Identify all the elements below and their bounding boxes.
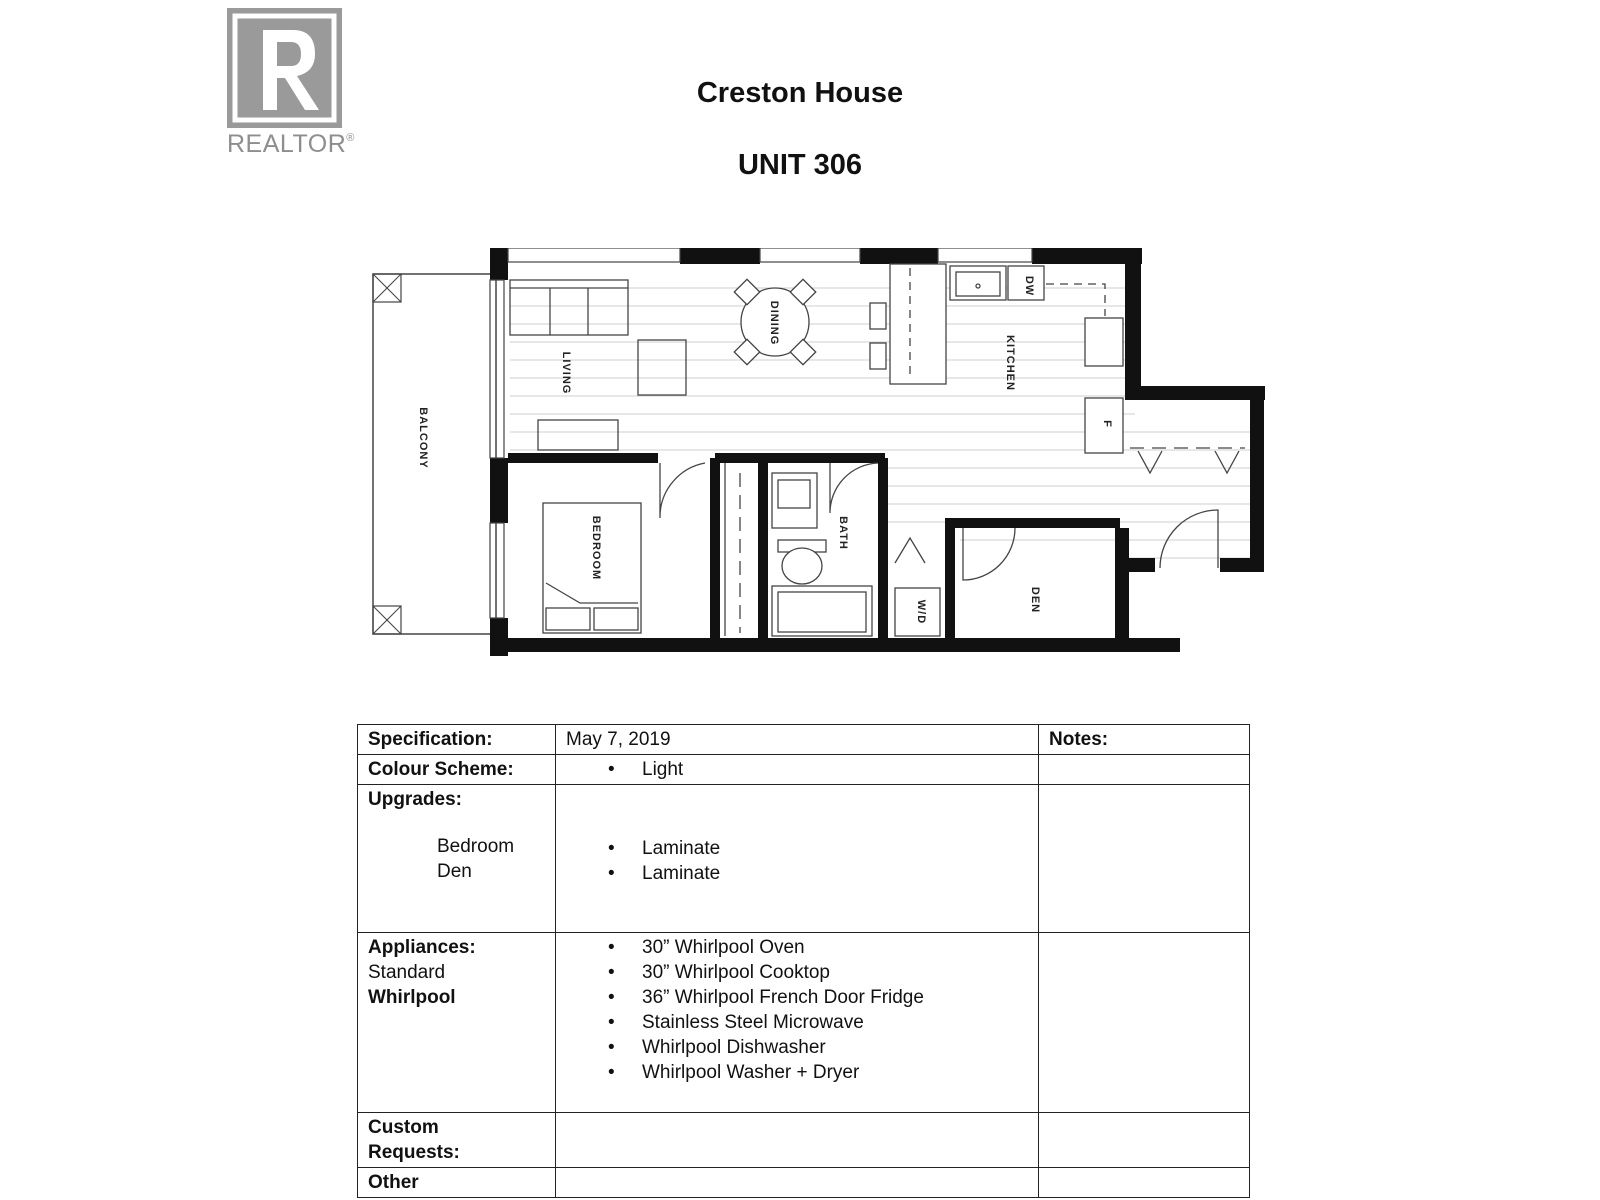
upgrades-cell — [358, 785, 556, 933]
notes-cell — [1039, 933, 1250, 1113]
upgrade-room: Bedroom — [437, 836, 515, 857]
list-item: • Light — [566, 757, 1028, 782]
colour-scheme-label: Colour Scheme: — [358, 755, 556, 785]
list-item: • Laminate — [566, 836, 1028, 861]
list-item: • Stainless Steel Microwave — [566, 1010, 1028, 1035]
other-label: Other — [358, 1168, 556, 1198]
list-item: • Whirlpool Washer + Dryer — [566, 1060, 1028, 1085]
bath-fixtures — [772, 463, 878, 636]
room-label-bath: BATH — [837, 516, 849, 550]
room-label-balcony: BALCONY — [417, 407, 429, 469]
page-title: Creston House — [696, 77, 904, 109]
notes-cell — [1039, 1113, 1250, 1168]
entry-closet — [1130, 448, 1245, 568]
custom-requests-label — [358, 1113, 556, 1168]
upgrades-values — [556, 785, 1039, 933]
bedroom-closet — [725, 463, 740, 636]
realtor-logo-mark — [227, 8, 342, 128]
table-row — [358, 785, 1250, 933]
bedroom-bed — [543, 463, 705, 633]
fridge-label: F — [1101, 420, 1113, 428]
notes-cell — [1039, 1168, 1250, 1198]
colour-scheme-value — [556, 755, 1039, 785]
room-label-living: LIVING — [560, 351, 572, 395]
washer-dryer-label: W/D — [915, 599, 927, 625]
specification-table — [357, 724, 1250, 1198]
appliances-cell — [358, 933, 556, 1113]
room-label-bedroom: BEDROOM — [590, 515, 602, 581]
appliances-brand: Whirlpool — [368, 987, 456, 1008]
realtor-logo-text: REALTOR® — [227, 130, 355, 158]
table-row — [358, 1168, 1250, 1198]
notes-label: Notes: — [1039, 725, 1250, 755]
appliances-label: Appliances: — [368, 937, 476, 958]
den-door — [963, 528, 1015, 580]
upgrades-label: Upgrades: — [368, 789, 462, 810]
appliances-sub: Standard — [368, 962, 446, 983]
upgrade-room: Den — [437, 861, 472, 882]
notes-cell — [1039, 785, 1250, 933]
specification-label: Specification: — [358, 725, 556, 755]
kitchen-counters — [870, 264, 1123, 453]
room-label-kitchen: KITCHEN — [1004, 335, 1016, 391]
table-row — [358, 725, 1250, 755]
room-label-den: DEN — [1029, 586, 1041, 614]
room-label-dining: DINING — [768, 300, 780, 346]
table-row — [358, 1113, 1250, 1168]
other-value — [556, 1168, 1039, 1198]
custom-requests-value — [556, 1113, 1039, 1168]
custom-label-line2: Requests: — [368, 1142, 460, 1163]
floor-plan — [360, 248, 1290, 668]
appliances-values — [556, 933, 1039, 1113]
balcony — [373, 274, 496, 634]
unit-title: UNIT 306 — [737, 149, 863, 181]
specification-date: May 7, 2019 — [556, 725, 1039, 755]
dishwasher-label: DW — [1023, 275, 1035, 297]
custom-label-line1: Custom — [368, 1117, 439, 1138]
list-item: • 30” Whirlpool Oven — [566, 935, 1028, 960]
notes-cell — [1039, 755, 1250, 785]
table-row — [358, 933, 1250, 1113]
list-item: • 30” Whirlpool Cooktop — [566, 960, 1028, 985]
list-item: • 36” Whirlpool French Door Fridge — [566, 985, 1028, 1010]
list-item: • Whirlpool Dishwasher — [566, 1035, 1028, 1060]
list-item: • Laminate — [566, 861, 1028, 886]
table-row — [358, 755, 1250, 785]
